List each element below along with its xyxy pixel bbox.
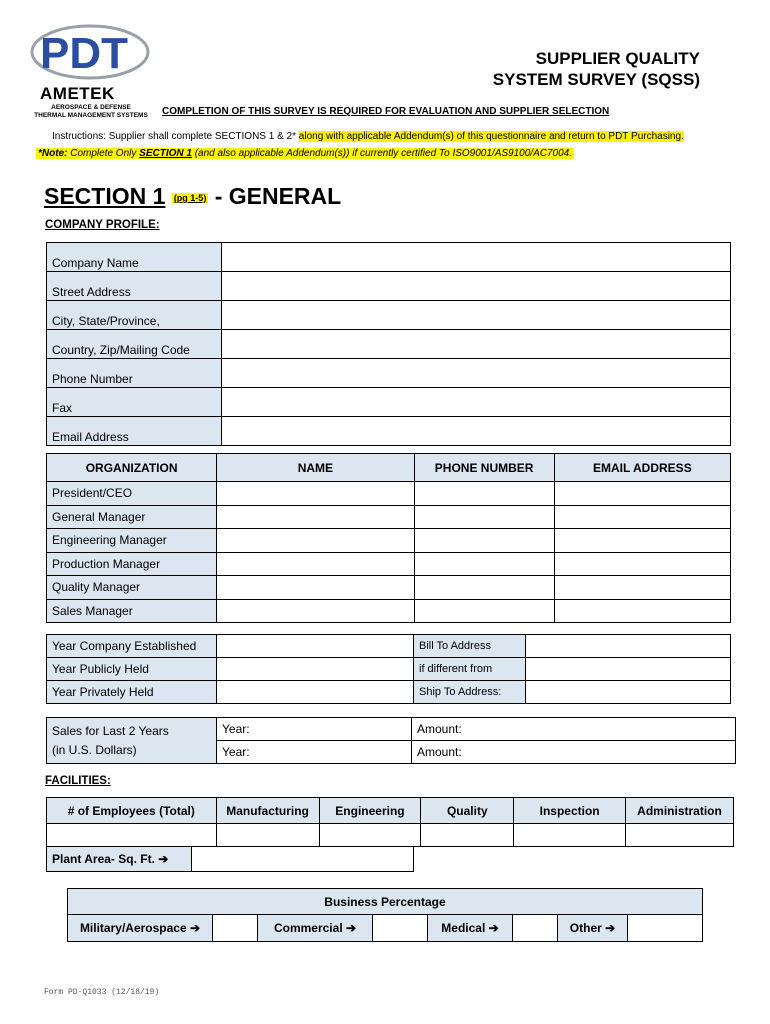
year-label: Year Privately Held (47, 681, 217, 704)
org-role: Sales Manager (47, 599, 217, 623)
facility-header: Administration (626, 798, 734, 824)
profile-field[interactable] (222, 301, 731, 330)
org-field[interactable] (554, 576, 730, 600)
facility-field[interactable] (319, 824, 421, 847)
profile-label: Phone Number (47, 359, 222, 388)
company-year-table (46, 634, 731, 704)
profile-label: Email Address (47, 417, 222, 446)
profile-label: Country, Zip/Mailing Code (47, 330, 222, 359)
bill-to-label: Bill To Address (414, 635, 526, 658)
year-label: Year Publicly Held (47, 658, 217, 681)
logo-text: PDT (40, 29, 128, 78)
org-field[interactable] (554, 482, 730, 506)
form-number: Form PD-Q1033 (12/18/19) (44, 988, 160, 997)
instructions: Instructions: Supplier shall complete SECTIONS 1 & 2* along with applicable Addendum(s) of this questionnaire and return to PDT Purchasing. (52, 131, 684, 142)
facilities-table (46, 797, 734, 847)
org-field[interactable] (414, 576, 554, 600)
sales-amount-field-1[interactable]: Amount: (412, 718, 736, 741)
org-field[interactable] (554, 552, 730, 576)
org-field[interactable] (217, 552, 414, 576)
org-field[interactable] (414, 482, 554, 506)
business-category-label: Other ➔ (558, 915, 628, 942)
profile-field[interactable] (222, 330, 731, 359)
org-header: EMAIL ADDRESS (554, 454, 730, 482)
facility-field[interactable] (421, 824, 514, 847)
company-profile-table (46, 242, 731, 446)
org-role: General Manager (47, 505, 217, 529)
year-field[interactable] (217, 658, 414, 681)
section-title: SECTION 1 (pg 1-5) - GENERAL (44, 183, 342, 209)
bill-to-label: if different from (414, 658, 526, 681)
facility-header: Inspection (514, 798, 626, 824)
sales-table (46, 717, 736, 764)
business-percentage-title: Business Percentage (68, 889, 703, 915)
profile-field[interactable] (222, 272, 731, 301)
org-field[interactable] (217, 599, 414, 623)
page-title: SUPPLIER QUALITY SYSTEM SURVEY (SQSS) (492, 49, 700, 89)
profile-label: Fax (47, 388, 222, 417)
org-role: Quality Manager (47, 576, 217, 600)
org-field[interactable] (414, 529, 554, 553)
pdt-logo (28, 22, 150, 84)
profile-label: Company Name (47, 243, 222, 272)
business-percent-field[interactable] (513, 915, 558, 942)
org-field[interactable] (554, 505, 730, 529)
business-category-label: Military/Aerospace ➔ (68, 915, 213, 942)
bill-to-label: Ship To Address: (414, 681, 526, 704)
year-label: Year Company Established (47, 635, 217, 658)
business-percent-field[interactable] (628, 915, 703, 942)
org-role: Engineering Manager (47, 529, 217, 553)
org-field[interactable] (414, 552, 554, 576)
business-percent-field[interactable] (213, 915, 258, 942)
facility-header: Engineering (319, 798, 421, 824)
business-percentage-table (67, 888, 703, 942)
business-percent-field[interactable] (373, 915, 428, 942)
org-field[interactable] (554, 529, 730, 553)
profile-field[interactable] (222, 243, 731, 272)
facility-header: Manufacturing (216, 798, 319, 824)
plant-area-label: Plant Area- Sq. Ft. ➔ (47, 847, 192, 872)
profile-label: City, State/Province, (47, 301, 222, 330)
org-role: President/CEO (47, 482, 217, 506)
business-category-label: Commercial ➔ (258, 915, 373, 942)
org-field[interactable] (217, 529, 414, 553)
company-profile-heading: COMPANY PROFILE: (45, 219, 160, 231)
bill-to-field[interactable] (526, 635, 731, 658)
org-header: NAME (217, 454, 414, 482)
ametek-subtitle: AEROSPACE & DEFENSE THERMAL MANAGEMENT SYSTEMS (34, 104, 148, 119)
org-header: ORGANIZATION (47, 454, 217, 482)
plant-area-table (46, 846, 414, 872)
profile-field[interactable] (222, 359, 731, 388)
sales-year-field-1[interactable]: Year: (217, 718, 412, 741)
facility-field[interactable] (216, 824, 319, 847)
sales-amount-field-2[interactable]: Amount: (412, 741, 736, 764)
business-category-label: Medical ➔ (428, 915, 513, 942)
org-field[interactable] (414, 505, 554, 529)
facility-header: Quality (421, 798, 514, 824)
year-field[interactable] (217, 681, 414, 704)
facility-field[interactable] (626, 824, 734, 847)
profile-field[interactable] (222, 388, 731, 417)
bill-to-field[interactable] (526, 658, 731, 681)
year-field[interactable] (217, 635, 414, 658)
bill-to-field[interactable] (526, 681, 731, 704)
facility-header: # of Employees (Total) (47, 798, 217, 824)
sales-label: Sales for Last 2 Years (in U.S. Dollars) (47, 718, 217, 764)
profile-label: Street Address (47, 272, 222, 301)
completion-notice: COMPLETION OF THIS SURVEY IS REQUIRED FOR EVALUATION AND SUPPLIER SELECTION (162, 106, 610, 117)
plant-area-field[interactable] (192, 847, 414, 872)
org-field[interactable] (554, 599, 730, 623)
org-header: PHONE NUMBER (414, 454, 554, 482)
org-field[interactable] (217, 505, 414, 529)
ametek-logo: AMETEK (40, 84, 115, 103)
facilities-heading: FACILITIES: (45, 775, 111, 787)
organization-table (46, 453, 731, 623)
facility-field[interactable] (514, 824, 626, 847)
certification-note: *Note: Complete Only SECTION 1 (and also applicable Addendum(s)) if currently certified To ISO9001/AS9100/AC7004. (38, 148, 572, 159)
profile-field[interactable] (222, 417, 731, 446)
org-field[interactable] (414, 599, 554, 623)
facility-field[interactable] (47, 824, 217, 847)
org-field[interactable] (217, 482, 414, 506)
org-role: Production Manager (47, 552, 217, 576)
org-field[interactable] (217, 576, 414, 600)
sales-year-field-2[interactable]: Year: (217, 741, 412, 764)
